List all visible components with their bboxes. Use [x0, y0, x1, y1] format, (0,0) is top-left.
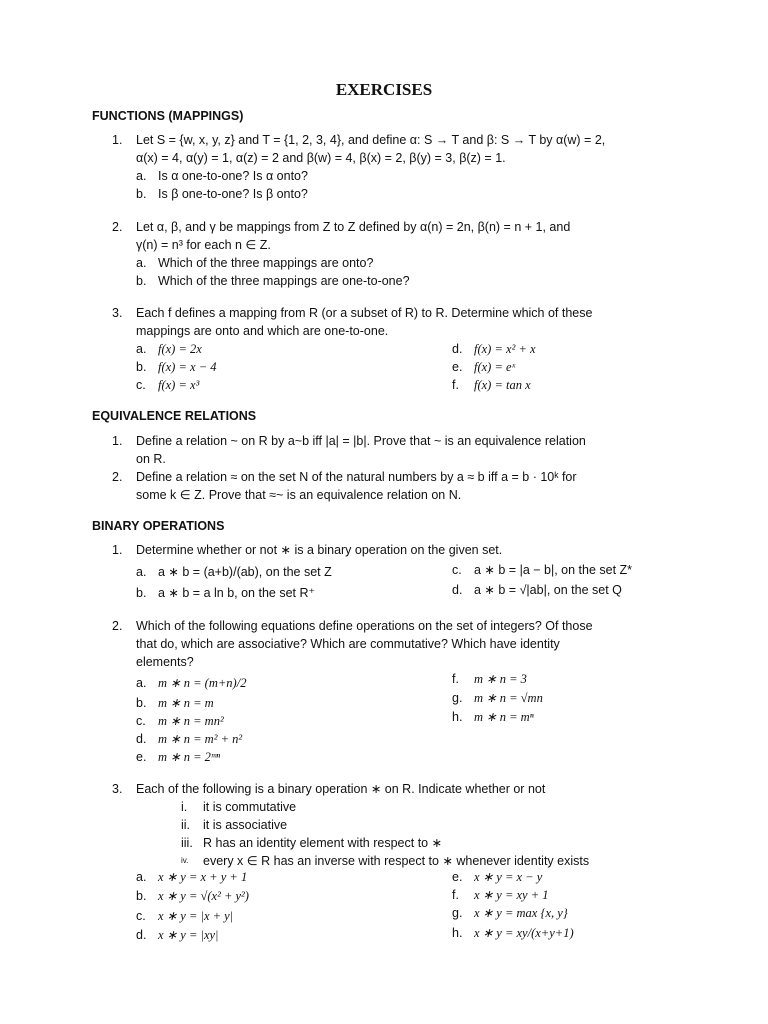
roman-text: every x ∈ R has an inverse with respect to ∗ whenever identity exists — [203, 854, 590, 868]
item-text: x ∗ y = |x + y| — [158, 909, 234, 923]
item-label: d. — [136, 928, 147, 942]
roman-text: R has an identity element with respect to ∗ — [203, 836, 443, 850]
item-text: m ∗ n = m — [158, 696, 214, 710]
item-text: a ∗ b = a ln b, on the set R⁺ — [158, 586, 316, 600]
item-label: c. — [452, 563, 462, 577]
item-text: m ∗ n = (m+n)/2 — [158, 676, 247, 690]
item-label: g. — [452, 691, 463, 705]
item-label: b. — [136, 586, 147, 600]
problem-number: 1. — [112, 434, 123, 448]
problem-text-line: γ(n) = n³ for each n ∈ Z. — [136, 238, 271, 252]
item-text: x ∗ y = max {x, y} — [474, 906, 568, 920]
item-text: x ∗ y = x + y + 1 — [158, 870, 248, 884]
roman-label: i. — [181, 800, 188, 814]
item-label: f. — [452, 378, 459, 392]
item-text: x ∗ y = |xy| — [158, 928, 219, 942]
problem-text-line: elements? — [136, 655, 194, 669]
item-text: m ∗ n = mⁿ — [474, 710, 534, 724]
item-label: h. — [452, 710, 463, 724]
problem-number: 1. — [112, 543, 123, 557]
item-label: c. — [136, 714, 146, 728]
item-text: x ∗ y = xy + 1 — [474, 888, 549, 902]
item-label: g. — [452, 906, 463, 920]
item-text: f(x) = x³ — [158, 378, 200, 392]
section-heading-equivalence: EQUIVALENCE RELATIONS — [92, 409, 257, 423]
problem-text-line: Each of the following is a binary operation ∗ on R. Indicate whether or not — [136, 782, 546, 796]
problem-number: 2. — [112, 220, 123, 234]
problem-text-line: some k ∈ Z. Prove that ≈~ is an equivalence relation on N. — [136, 488, 462, 502]
item-label: a. — [136, 870, 147, 884]
problem-number: 3. — [112, 782, 123, 796]
item-text: Which of the three mappings are onto? — [158, 256, 374, 270]
item-text: m ∗ n = 2ᵐⁿ — [158, 750, 221, 764]
roman-label: ii. — [181, 818, 191, 832]
problem-text-line: α(x) = 4, α(y) = 1, α(z) = 2 and β(w) = 4, β(x) = 2, β(y) = 3, β(z) = 1. — [136, 151, 506, 165]
item-label: d. — [452, 583, 463, 597]
item-label: e. — [452, 870, 463, 884]
item-label: c. — [136, 378, 146, 392]
problem-text-line: Let S = {w, x, y, z} and T = {1, 2, 3, 4}, and define α: S → T and β: S → T by α(w) = 2, — [136, 133, 606, 147]
item-text: f(x) = x² + x — [474, 342, 536, 356]
item-label: b. — [136, 274, 147, 288]
item-text: m ∗ n = m² + n² — [158, 732, 243, 746]
item-label: d. — [452, 342, 463, 356]
item-text: a ∗ b = (a+b)/(ab), on the set Z — [158, 565, 332, 579]
problem-text-line: Each f defines a mapping from R (or a subset of R) to R. Determine which of these — [136, 306, 593, 320]
item-label: a. — [136, 342, 147, 356]
problem-number: 2. — [112, 470, 123, 484]
section-heading-functions: FUNCTIONS (MAPPINGS) — [92, 109, 244, 123]
roman-label: iv. — [181, 856, 189, 865]
item-text: f(x) = x − 4 — [158, 360, 217, 374]
problem-number: 2. — [112, 619, 123, 633]
item-text: Which of the three mappings are one-to-one? — [158, 274, 410, 288]
item-text: m ∗ n = mn² — [158, 714, 224, 728]
item-text: a ∗ b = |a − b|, on the set Z* — [474, 563, 633, 577]
problem-text-line: Determine whether or not ∗ is a binary operation on the given set. — [136, 543, 503, 557]
item-text: m ∗ n = 3 — [474, 672, 527, 686]
problem-text-line: that do, which are associative? Which are commutative? Which have identity — [136, 637, 560, 651]
item-label: c. — [136, 909, 146, 923]
item-label: a. — [136, 565, 147, 579]
problem-text-line: Define a relation ~ on R by a~b iff |a| = |b|. Prove that ~ is an equivalence relation — [136, 434, 586, 448]
roman-label: iii. — [181, 836, 193, 850]
item-text: m ∗ n = √mn — [474, 691, 543, 705]
problem-text-line: mappings are onto and which are one-to-one. — [136, 324, 389, 338]
item-text: f(x) = eˣ — [474, 360, 516, 374]
item-label: a. — [136, 676, 147, 690]
problem-number: 1. — [112, 133, 123, 147]
problem-text-line: Define a relation ≈ on the set N of the natural numbers by a ≈ b iff a = b · 10ᵏ for — [136, 470, 577, 484]
item-text: f(x) = 2x — [158, 342, 202, 356]
section-heading-binary-operations: BINARY OPERATIONS — [92, 519, 225, 533]
item-label: f. — [452, 888, 459, 902]
item-text: x ∗ y = √(x² + y²) — [158, 889, 249, 903]
item-label: a. — [136, 169, 147, 183]
item-label: b. — [136, 889, 147, 903]
item-label: e. — [452, 360, 463, 374]
problem-text-line: Which of the following equations define operations on the set of integers? Of those — [136, 619, 593, 633]
item-text: x ∗ y = x − y — [474, 870, 543, 884]
item-text: f(x) = tan x — [474, 378, 531, 392]
item-label: d. — [136, 732, 147, 746]
item-label: a. — [136, 256, 147, 270]
problem-number: 3. — [112, 306, 123, 320]
item-text: x ∗ y = xy/(x+y+1) — [474, 926, 574, 940]
item-label: b. — [136, 187, 147, 201]
problem-text-line: Let α, β, and γ be mappings from Z to Z defined by α(n) = 2n, β(n) = n + 1, and — [136, 220, 571, 234]
roman-text: it is associative — [203, 818, 288, 832]
item-text: Is α one-to-one? Is α onto? — [158, 169, 308, 183]
roman-text: it is commutative — [203, 800, 297, 814]
item-text: Is β one-to-one? Is β onto? — [158, 187, 308, 201]
item-label: f. — [452, 672, 459, 686]
item-label: e. — [136, 750, 147, 764]
item-label: b. — [136, 360, 147, 374]
item-label: h. — [452, 926, 463, 940]
item-text: a ∗ b = √|ab|, on the set Q — [474, 583, 622, 597]
item-label: b. — [136, 696, 147, 710]
problem-text-line: on R. — [136, 452, 166, 466]
page-title: EXERCISES — [335, 80, 433, 99]
